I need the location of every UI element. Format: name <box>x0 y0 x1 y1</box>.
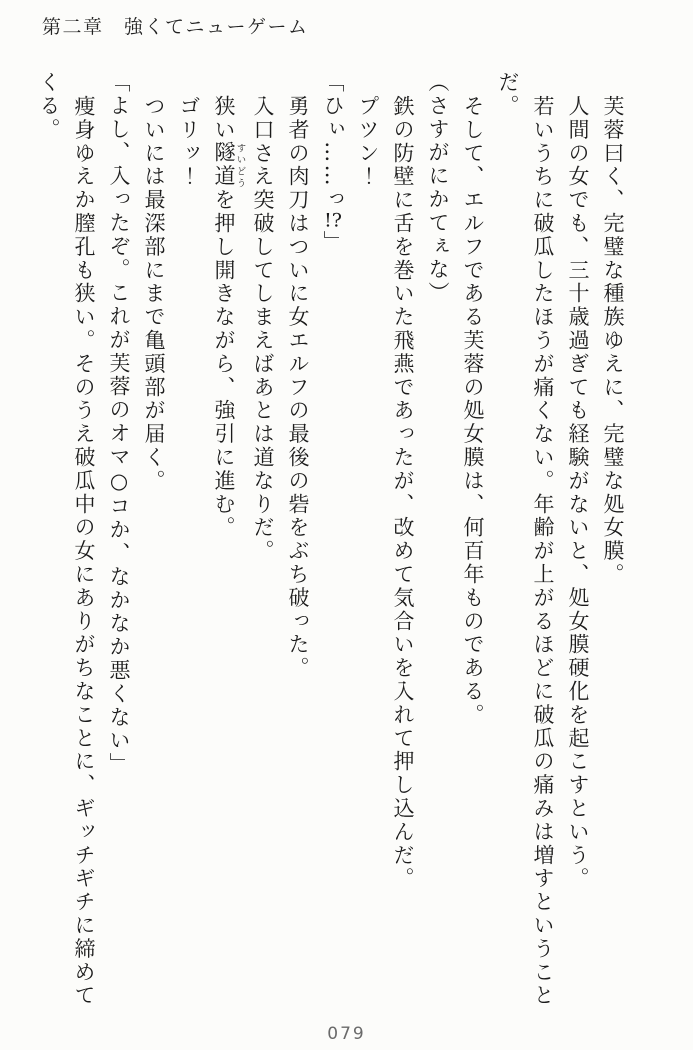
ruby-annotated-word: 隧道すいどう <box>212 141 246 189</box>
text-column: ついには最深部にまで亀頭部が届く。 <box>142 94 166 493</box>
text-column: だ。 <box>496 71 520 118</box>
text-column: そして、エルフである芙蓉の処女膜は、何百年ものである。 <box>461 94 485 727</box>
page-number: 079 <box>327 1024 366 1044</box>
text-column: 痩身ゆえか膣孔も狭い。そのうえ破瓜中の女にありがちなことに、ギッチギチに締めて <box>72 94 96 1008</box>
text-column: 若いうちに破瓜したほうが痛くない。年齢が上がるほどに破瓜の痛みは増すということ <box>531 94 555 1008</box>
text-column: ゴリッ！ <box>177 94 201 189</box>
text-column: （さすがにかてぇな） <box>426 71 450 305</box>
chapter-header: 第二章 強くてニューゲーム <box>42 16 309 38</box>
text-column: 芙蓉曰く、完璧な種族ゆえに、完璧な処女膜。 <box>601 94 625 586</box>
text-column: くる。 <box>37 71 61 142</box>
text-column: 入口さえ突破してしまえばあとは道なりだ。 <box>251 94 275 563</box>
text-column: 鉄の防壁に舌を巻いた飛燕であったが、改めて気合いを入れて押し込んだ。 <box>391 94 415 891</box>
text-column: 「ひぃ……っ!?」 <box>321 71 345 254</box>
text-column: 「よし、入ったぞ。これが芙蓉のオマ○コか、なかなか悪くない」 <box>107 71 131 776</box>
text-column: 狭い隧道すいどうを押し開きながら、強引に進む。 <box>212 94 246 540</box>
body-text <box>31 71 630 1015</box>
text-column: 勇者の肉刀はついに女エルフの最後の砦をぶち破った。 <box>286 94 310 680</box>
horizontal-in-vertical-text: !? <box>324 211 342 231</box>
text-column: 人間の女でも、三十歳過ぎても経験がないと、処女膜硬化を起こすという。 <box>566 94 590 891</box>
text-column: プツン！ <box>356 94 380 189</box>
